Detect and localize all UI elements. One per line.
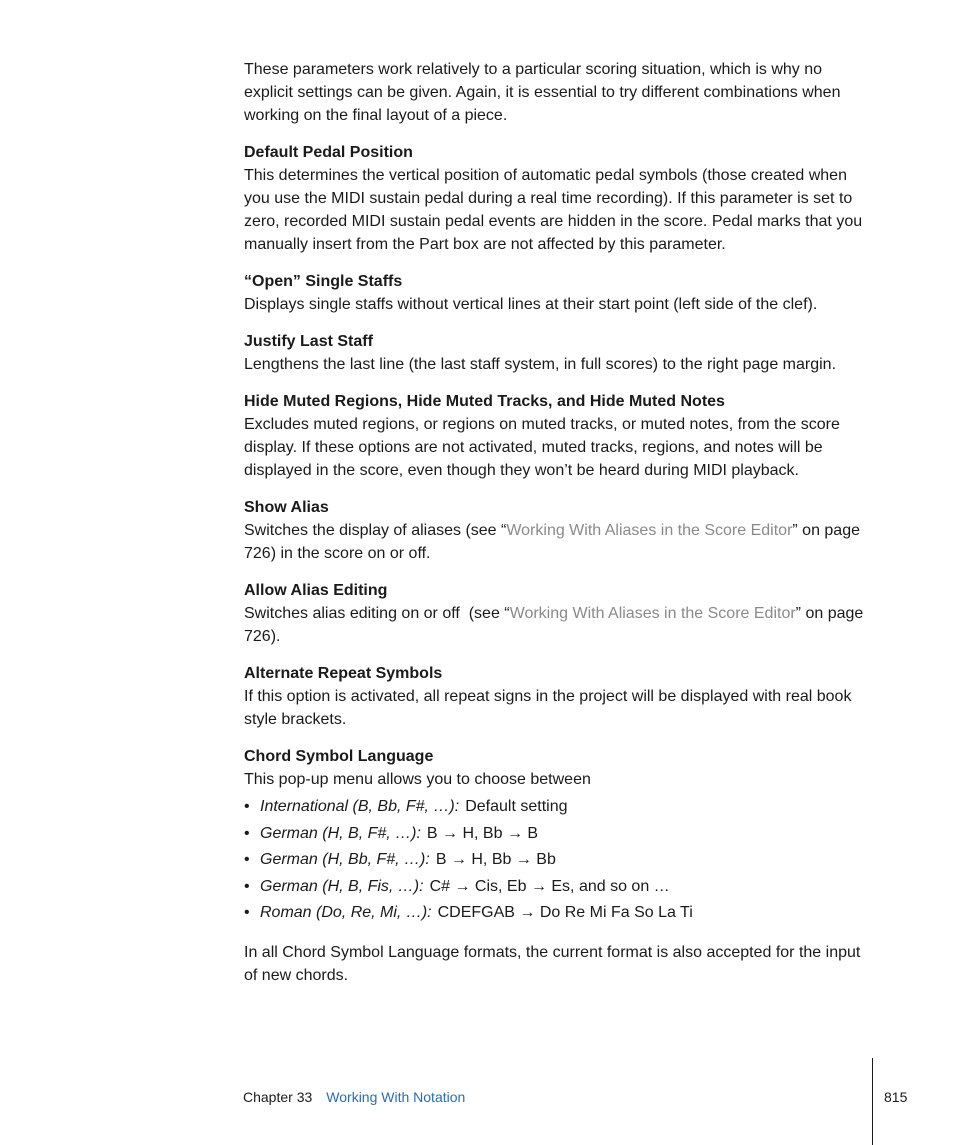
chapter-label: Chapter 33 <box>243 1089 313 1105</box>
body-text-before: Switches the display of aliases (see “ <box>244 522 507 539</box>
section-heading: Default Pedal Position <box>244 144 413 161</box>
section-heading: Alternate Repeat Symbols <box>244 665 443 682</box>
footer-divider <box>872 1058 873 1145</box>
list-item-term: German (H, B, Fis, …): <box>260 877 424 895</box>
section-allow-alias-editing <box>244 579 874 648</box>
list-item <box>244 821 874 848</box>
list-item-desc: CDEFGAB → Do Re Mi Fa So La Ti <box>437 904 693 921</box>
section-default-pedal-position <box>244 141 874 256</box>
section-hide-muted <box>244 390 874 482</box>
cross-reference-link[interactable]: Working With Aliases in the Score Editor <box>509 605 796 622</box>
page-number: 815 <box>884 1089 908 1105</box>
list-item-desc: B → H, Bb → Bb <box>435 851 556 868</box>
section-alternate-repeat-symbols <box>244 662 874 731</box>
section-justify-last-staff <box>244 330 874 376</box>
closing-paragraph: In all Chord Symbol Language formats, the current format is also accepted for the input of new chords. <box>244 943 861 984</box>
section-body: Displays single staffs without vertical lines at their start point (left side of the clef). <box>244 296 818 313</box>
section-heading: Allow Alias Editing <box>244 582 388 599</box>
cross-reference-link[interactable]: Working With Aliases in the Score Editor <box>506 522 793 539</box>
section-show-alias <box>244 496 874 565</box>
body-text-after: ” on page 726). <box>244 605 864 645</box>
intro-paragraph: These parameters work relatively to a particular scoring situation, which is why no explicit settings can be given. Again, it is essential to try different combinations when working on the final layout of a piece. <box>244 61 841 124</box>
section-heading: Hide Muted Regions, Hide Muted Tracks, and Hide Muted Notes <box>244 393 725 410</box>
list-item <box>244 900 874 927</box>
chord-language-list <box>244 794 874 927</box>
list-item-term: Roman (Do, Re, Mi, …): <box>260 904 432 921</box>
section-heading: “Open” Single Staffs <box>244 273 403 290</box>
list-item-desc: B → H, Bb → B <box>426 824 539 842</box>
body-text-after: ” on page 726) in the score on or off. <box>244 522 860 562</box>
list-item-desc: Default setting <box>465 798 568 815</box>
section-body <box>244 602 874 648</box>
list-item <box>244 874 874 901</box>
list-item-term: German (H, B, F#, …): <box>260 824 421 842</box>
list-item <box>244 847 874 874</box>
section-open-single-staffs <box>244 270 874 316</box>
section-body <box>244 519 874 565</box>
page-footer <box>243 1088 465 1106</box>
list-item-desc: C# → Cis, Eb → Es, and so on … <box>429 877 670 895</box>
body-text-before: Switches alias editing on or off (see “ <box>244 605 510 622</box>
section-body: If this option is activated, all repeat signs in the project will be displayed with real book style brackets. <box>244 688 852 728</box>
section-heading: Chord Symbol Language <box>244 748 434 765</box>
section-heading: Justify Last Staff <box>244 333 373 350</box>
section-heading: Show Alias <box>244 499 329 516</box>
section-body: This determines the vertical position of automatic pedal symbols (those created when you use the MIDI sustain pedal during a real time recording). If this parameter is set to zero, recorded MIDI sustain pedal events are hidden in the score. Pedal marks that you manually insert from the Part box are not affected by this parameter. <box>244 167 863 253</box>
list-item-term: International (B, Bb, F#, …): <box>260 798 460 815</box>
chapter-title-link[interactable]: Working With Notation <box>326 1089 466 1105</box>
list-item <box>244 794 874 821</box>
section-body: Lengthens the last line (the last staff system, in full scores) to the right page margin. <box>244 356 837 373</box>
section-body: Excludes muted regions, or regions on muted tracks, or muted notes, from the score display. If these options are not activated, muted tracks, regions, and notes will be displayed in the score, even though they won’t be heard during MIDI playback. <box>244 416 840 479</box>
section-body: This pop-up menu allows you to choose between <box>244 771 591 788</box>
section-chord-symbol-language <box>244 745 874 927</box>
page-content <box>244 58 874 987</box>
list-item-term: German (H, Bb, F#, …): <box>260 851 430 868</box>
